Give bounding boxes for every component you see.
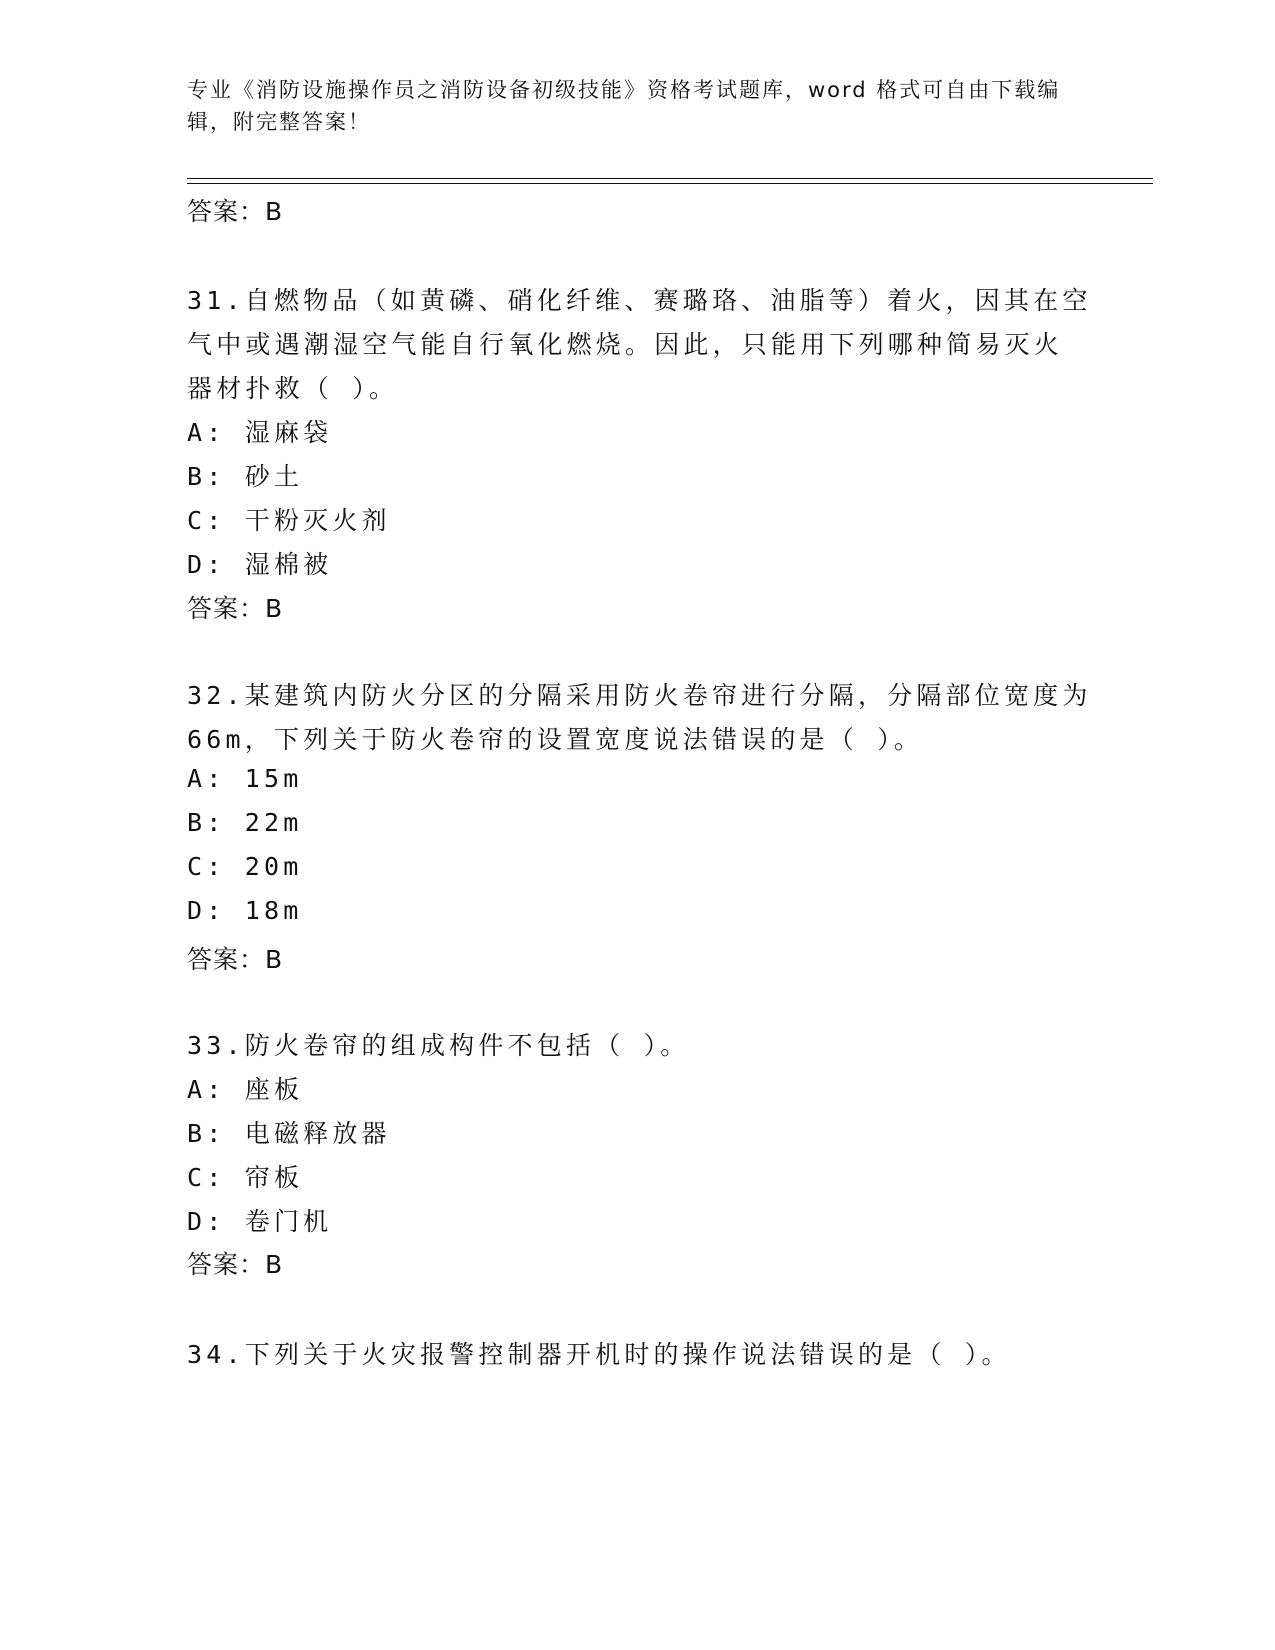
question-31-line-1: 31.自燃物品（如黄磷、硝化纤维、赛璐珞、油脂等）着火，因其在空 [187, 286, 1092, 315]
question-31-option-a: A: 湿麻袋 [187, 418, 333, 447]
question-32-line-1: 32.某建筑内防火分区的分隔采用防火卷帘进行分隔，分隔部位宽度为 [187, 681, 1092, 710]
question-32-option-c: C: 20m [187, 852, 303, 881]
question-32-line-2: 66m，下列关于防火卷帘的设置宽度说法错误的是（ ）。 [187, 725, 924, 754]
question-31-option-d: D: 湿棉被 [187, 550, 333, 579]
answer-32: 答案：B [187, 945, 284, 974]
question-33-option-c: C: 帘板 [187, 1163, 304, 1192]
header-rule-top [187, 178, 1153, 179]
question-32-option-a: A: 15m [187, 764, 303, 793]
question-32-option-d: D: 18m [187, 896, 303, 925]
question-33-line-1: 33.防火卷帘的组成构件不包括（ ）。 [187, 1031, 690, 1060]
question-32-option-b: B: 22m [187, 808, 303, 837]
answer-33: 答案：B [187, 1250, 284, 1279]
header-rule-bottom [187, 183, 1153, 184]
document-header: 专业《消防设施操作员之消防设备初级技能》资格考试题库，word 格式可自由下载编辑，附完整答案！ [187, 78, 1061, 134]
answer-31: 答案：B [187, 594, 284, 623]
question-34-line-1: 34.下列关于火灾报警控制器开机时的操作说法错误的是（ ）。 [187, 1340, 1011, 1369]
answer-30: 答案：B [187, 197, 284, 226]
question-31-option-b: B: 砂土 [187, 462, 304, 491]
question-33-option-b: B: 电磁释放器 [187, 1119, 391, 1148]
question-31-line-2: 气中或遇潮湿空气能自行氧化燃烧。因此，只能用下列哪种简易灭火 [187, 330, 1064, 359]
question-33-option-a: A: 座板 [187, 1075, 304, 1104]
question-33-option-d: D: 卷门机 [187, 1207, 333, 1236]
question-31-line-3: 器材扑救（ ）。 [187, 374, 399, 403]
question-31-option-c: C: 干粉灭火剂 [187, 506, 391, 535]
